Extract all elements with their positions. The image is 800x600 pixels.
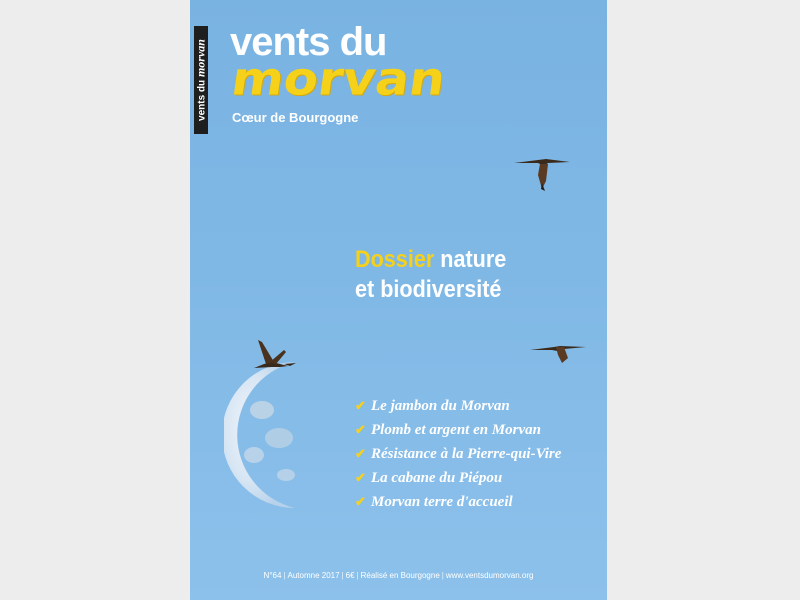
masthead-line2: morvan <box>228 52 449 106</box>
headline-dossier <box>355 245 506 305</box>
check-icon: ✔ <box>355 422 366 437</box>
cover-footer: N°64 | Automne 2017 | 6€ | Réalisé en Bourgogne | www.ventsdumorvan.org <box>263 571 534 580</box>
website-link[interactable]: www.ventsdumorvan.org <box>445 571 534 580</box>
masthead-line1: vents du <box>230 20 387 64</box>
headline-highlight: Dossier <box>355 246 435 273</box>
issue-price: 6€ <box>345 571 355 580</box>
topic-item: ✔ Plomb et argent en Morvan <box>355 421 542 438</box>
spine-label <box>194 26 208 134</box>
masthead-tagline: Cœur de Bourgogne <box>232 110 359 125</box>
crane-bird-icon <box>250 338 298 372</box>
topic-list <box>355 394 561 514</box>
check-icon: ✔ <box>355 494 366 509</box>
headline-rest: nature <box>440 246 507 273</box>
topic-item: ✔ Le jambon du Morvan <box>355 397 510 414</box>
moon-icon <box>224 360 354 510</box>
made-in: Réalisé en Bourgogne <box>360 571 440 580</box>
check-icon: ✔ <box>355 398 366 413</box>
issue-number: N°64 <box>263 571 282 580</box>
crane-bird-icon <box>530 338 588 368</box>
check-icon: ✔ <box>355 470 366 485</box>
topic-item: ✔ La cabane du Piépou <box>355 469 503 486</box>
headline-line2: et biodiversité <box>355 276 502 303</box>
issue-season: Automne 2017 <box>287 571 340 580</box>
check-icon: ✔ <box>355 446 366 461</box>
spine-prefix: vents du <box>196 79 208 121</box>
crane-bird-icon <box>512 153 572 195</box>
spine-name: morvan <box>193 39 208 78</box>
topic-item: ✔ Morvan terre d'accueil <box>355 493 513 510</box>
magazine-cover <box>190 0 607 600</box>
topic-item: ✔ Résistance à la Pierre-qui-Vire <box>355 445 562 462</box>
